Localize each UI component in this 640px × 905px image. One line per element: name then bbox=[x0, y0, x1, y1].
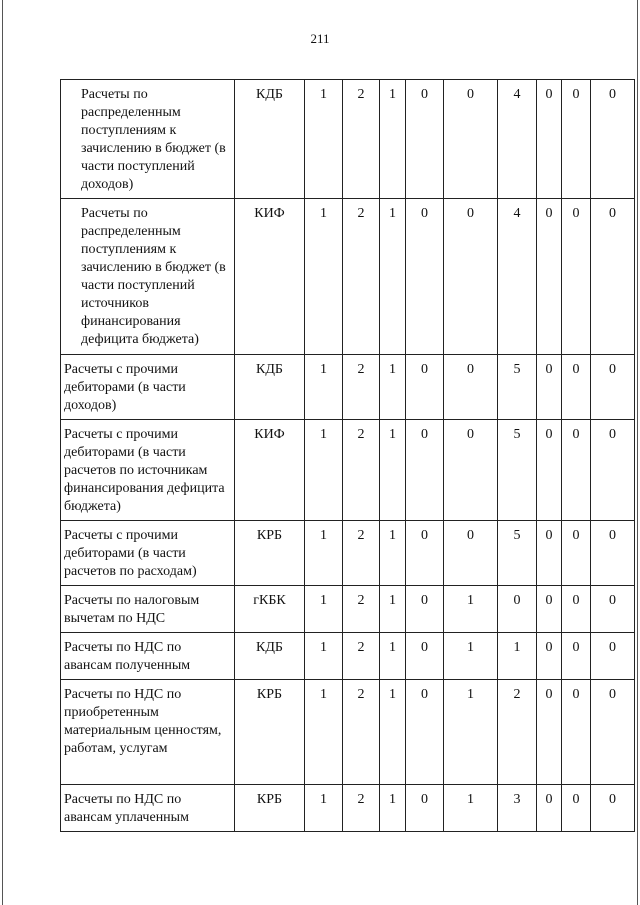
account-digit-cell: 0 bbox=[537, 80, 562, 199]
table-row bbox=[61, 199, 635, 355]
account-digit-cell: 2 bbox=[498, 680, 537, 785]
account-digit-cell: 0 bbox=[562, 586, 591, 633]
account-digit-cell: 1 bbox=[305, 785, 343, 832]
account-name-cell: Расчеты по налоговым вычетам по НДС bbox=[61, 586, 235, 633]
account-digit-cell: 1 bbox=[305, 199, 343, 355]
table-row bbox=[61, 521, 635, 586]
budget-code-cell: КРБ bbox=[235, 785, 305, 832]
account-digit-cell: 0 bbox=[562, 521, 591, 586]
table-row bbox=[61, 680, 635, 785]
account-name-cell: Расчеты по распределенным поступлениям к зачислению в бюджет (в части поступлений источников финансирования дефицита бюджета) bbox=[61, 199, 235, 355]
account-digit-cell: 4 bbox=[498, 80, 537, 199]
table-row bbox=[61, 420, 635, 521]
budget-code-cell: КРБ bbox=[235, 521, 305, 586]
budget-code-cell: КДБ bbox=[235, 355, 305, 420]
budget-code-cell: КИФ bbox=[235, 199, 305, 355]
table-row bbox=[61, 80, 635, 199]
account-digit-cell: 1 bbox=[305, 586, 343, 633]
account-digit-cell: 0 bbox=[562, 680, 591, 785]
account-digit-cell: 1 bbox=[305, 521, 343, 586]
account-digit-cell: 1 bbox=[305, 80, 343, 199]
account-digit-cell: 1 bbox=[380, 355, 406, 420]
account-name-cell: Расчеты по НДС по приобретенным материальным ценностям, работам, услугам bbox=[61, 680, 235, 785]
table-row bbox=[61, 785, 635, 832]
account-digit-cell: 0 bbox=[444, 420, 498, 521]
accounts-table bbox=[60, 79, 635, 832]
account-name-cell: Расчеты с прочими дебиторами (в части расчетов по расходам) bbox=[61, 521, 235, 586]
account-digit-cell: 0 bbox=[406, 680, 444, 785]
account-digit-cell: 1 bbox=[498, 633, 537, 680]
account-digit-cell: 0 bbox=[562, 785, 591, 832]
budget-code-cell: КРБ bbox=[235, 680, 305, 785]
table-body bbox=[61, 80, 635, 832]
account-digit-cell: 5 bbox=[498, 521, 537, 586]
account-digit-cell: 1 bbox=[444, 633, 498, 680]
account-digit-cell: 0 bbox=[406, 521, 444, 586]
account-digit-cell: 0 bbox=[537, 420, 562, 521]
account-digit-cell: 0 bbox=[406, 355, 444, 420]
account-digit-cell: 0 bbox=[406, 586, 444, 633]
account-digit-cell: 0 bbox=[537, 355, 562, 420]
account-digit-cell: 4 bbox=[498, 199, 537, 355]
account-digit-cell: 0 bbox=[406, 420, 444, 521]
account-digit-cell: 0 bbox=[562, 199, 591, 355]
account-digit-cell: 0 bbox=[562, 355, 591, 420]
account-digit-cell: 0 bbox=[537, 586, 562, 633]
account-name-cell: Расчеты по НДС по авансам уплаченным bbox=[61, 785, 235, 832]
account-digit-cell: 1 bbox=[380, 420, 406, 521]
account-digit-cell: 2 bbox=[343, 355, 380, 420]
budget-code-cell: КИФ bbox=[235, 420, 305, 521]
account-digit-cell: 0 bbox=[591, 199, 635, 355]
budget-code-cell: гКБК bbox=[235, 586, 305, 633]
account-digit-cell: 2 bbox=[343, 633, 380, 680]
account-digit-cell: 2 bbox=[343, 680, 380, 785]
account-digit-cell: 0 bbox=[591, 586, 635, 633]
account-digit-cell: 1 bbox=[380, 521, 406, 586]
account-digit-cell: 1 bbox=[444, 785, 498, 832]
account-digit-cell: 1 bbox=[380, 199, 406, 355]
account-name-cell: Расчеты по НДС по авансам полученным bbox=[61, 633, 235, 680]
account-digit-cell: 5 bbox=[498, 355, 537, 420]
account-digit-cell: 1 bbox=[305, 633, 343, 680]
account-digit-cell: 0 bbox=[562, 633, 591, 680]
account-digit-cell: 0 bbox=[591, 420, 635, 521]
account-digit-cell: 0 bbox=[444, 521, 498, 586]
scan-edge-left bbox=[2, 0, 3, 905]
account-digit-cell: 0 bbox=[591, 355, 635, 420]
budget-code-cell: КДБ bbox=[235, 633, 305, 680]
account-digit-cell: 2 bbox=[343, 785, 380, 832]
page-number: 211 bbox=[310, 31, 330, 46]
account-name-cell: Расчеты по распределенным поступлениям к зачислению в бюджет (в части поступлений доходов) bbox=[61, 80, 235, 199]
account-digit-cell: 0 bbox=[537, 199, 562, 355]
account-digit-cell: 0 bbox=[444, 80, 498, 199]
account-digit-cell: 1 bbox=[444, 680, 498, 785]
account-digit-cell: 0 bbox=[406, 80, 444, 199]
account-digit-cell: 1 bbox=[380, 80, 406, 199]
account-digit-cell: 1 bbox=[444, 586, 498, 633]
account-digit-cell: 1 bbox=[305, 420, 343, 521]
account-digit-cell: 0 bbox=[562, 420, 591, 521]
account-name-cell: Расчеты с прочими дебиторами (в части доходов) bbox=[61, 355, 235, 420]
account-digit-cell: 3 bbox=[498, 785, 537, 832]
account-digit-cell: 0 bbox=[537, 521, 562, 586]
account-digit-cell: 1 bbox=[380, 586, 406, 633]
account-digit-cell: 5 bbox=[498, 420, 537, 521]
account-digit-cell: 2 bbox=[343, 420, 380, 521]
account-digit-cell: 0 bbox=[591, 521, 635, 586]
account-digit-cell: 0 bbox=[537, 680, 562, 785]
account-digit-cell: 0 bbox=[444, 199, 498, 355]
account-digit-cell: 0 bbox=[591, 785, 635, 832]
account-digit-cell: 0 bbox=[406, 633, 444, 680]
account-name-cell: Расчеты с прочими дебиторами (в части расчетов по источникам финансирования дефицита бюджета) bbox=[61, 420, 235, 521]
account-digit-cell: 0 bbox=[591, 80, 635, 199]
account-digit-cell: 0 bbox=[498, 586, 537, 633]
account-digit-cell: 0 bbox=[537, 633, 562, 680]
budget-code-cell: КДБ bbox=[235, 80, 305, 199]
account-digit-cell: 0 bbox=[562, 80, 591, 199]
account-digit-cell: 0 bbox=[444, 355, 498, 420]
account-digit-cell: 0 bbox=[537, 785, 562, 832]
table-row bbox=[61, 355, 635, 420]
account-digit-cell: 0 bbox=[406, 199, 444, 355]
account-digit-cell: 1 bbox=[380, 785, 406, 832]
account-digit-cell: 1 bbox=[305, 680, 343, 785]
account-digit-cell: 2 bbox=[343, 199, 380, 355]
table-row bbox=[61, 633, 635, 680]
account-digit-cell: 0 bbox=[591, 680, 635, 785]
account-digit-cell: 2 bbox=[343, 586, 380, 633]
table-row bbox=[61, 586, 635, 633]
account-digit-cell: 2 bbox=[343, 521, 380, 586]
account-digit-cell: 1 bbox=[305, 355, 343, 420]
account-digit-cell: 0 bbox=[406, 785, 444, 832]
account-digit-cell: 1 bbox=[380, 633, 406, 680]
account-digit-cell: 1 bbox=[380, 680, 406, 785]
account-digit-cell: 0 bbox=[591, 633, 635, 680]
account-digit-cell: 2 bbox=[343, 80, 380, 199]
scan-edge-right bbox=[637, 0, 638, 905]
